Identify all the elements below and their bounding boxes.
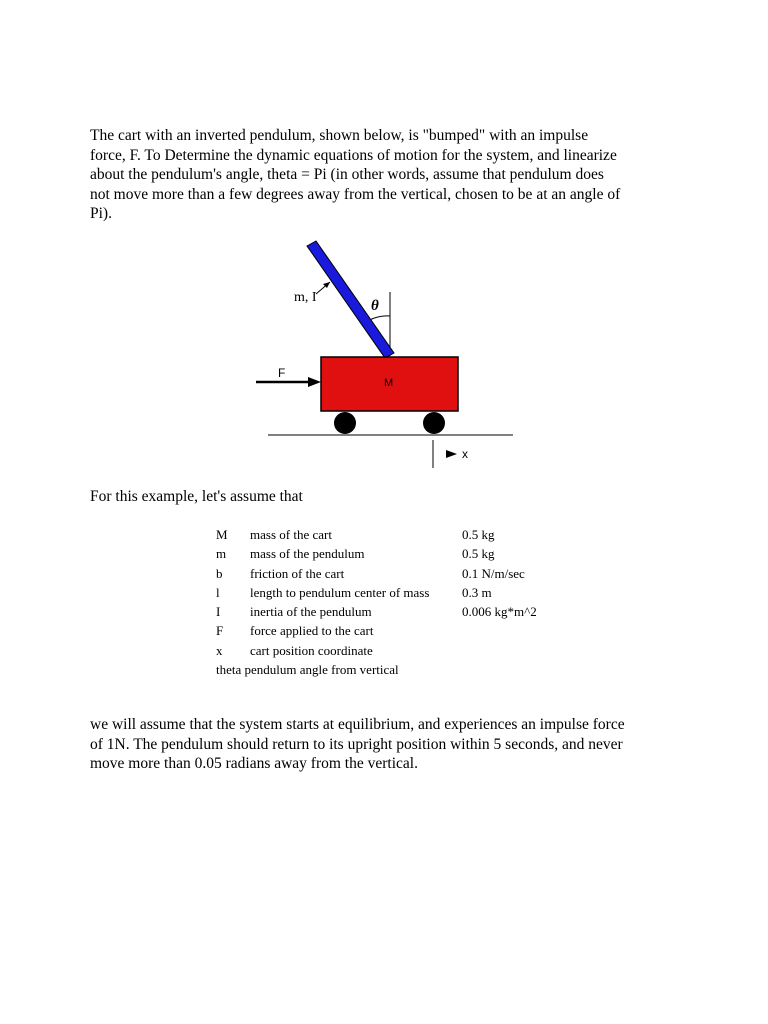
parameter-symbol: I bbox=[216, 604, 221, 620]
parameter-value: 0.006 kg*m^2 bbox=[462, 604, 537, 620]
parameter-symbol: F bbox=[216, 623, 224, 639]
parameter-description: friction of the cart bbox=[250, 565, 345, 581]
assume-paragraph bbox=[90, 487, 690, 507]
parameter-value bbox=[462, 621, 537, 640]
parameter-symbol: M bbox=[216, 527, 228, 542]
force-label: F bbox=[278, 366, 286, 380]
mass-inertia-label: m, I bbox=[294, 290, 317, 305]
parameter-theta-line: theta pendulum angle from vertical bbox=[216, 662, 399, 678]
wheel-left bbox=[334, 412, 356, 434]
closing-line: of 1N. The pendulum should return to its upright position within 5 seconds, and never bbox=[90, 735, 623, 753]
parameter-row bbox=[216, 564, 537, 583]
parameter-table bbox=[216, 525, 537, 679]
parameter-row bbox=[216, 621, 537, 640]
intro-line: about the pendulum's angle, theta = Pi (in other words, assume that pendulum does bbox=[90, 166, 604, 184]
x-arrowhead bbox=[446, 450, 457, 458]
parameter-description: mass of the pendulum bbox=[250, 546, 365, 562]
intro-line: not move more than a few degrees away from the vertical, chosen to be at an angle of bbox=[90, 185, 621, 203]
closing-line: move more than 0.05 radians away from the vertical. bbox=[90, 755, 418, 773]
x-label: x bbox=[462, 447, 468, 461]
parameter-description: mass of the cart bbox=[250, 527, 332, 542]
parameter-row bbox=[216, 602, 537, 621]
cart-mass-label: M bbox=[384, 377, 394, 389]
parameter-row bbox=[216, 641, 537, 660]
parameter-description: length to pendulum center of mass bbox=[250, 584, 430, 600]
parameter-value: 0.5 kg bbox=[462, 546, 495, 562]
parameter-symbol: b bbox=[216, 565, 223, 581]
parameter-row bbox=[216, 525, 537, 544]
closing-paragraph bbox=[90, 715, 690, 774]
parameter-description: inertia of the pendulum bbox=[250, 604, 372, 620]
parameter-row bbox=[216, 583, 537, 602]
parameter-description: cart position coordinate bbox=[250, 642, 373, 658]
force-arrowhead bbox=[308, 377, 321, 387]
assume-text: For this example, let's assume that bbox=[90, 488, 303, 505]
intro-line: force, F. To Determine the dynamic equations of motion for the system, and linearize bbox=[90, 146, 617, 164]
pendulum bbox=[307, 241, 394, 358]
parameter-symbol: x bbox=[216, 642, 223, 658]
parameter-row bbox=[216, 544, 537, 563]
theta-label: θ bbox=[371, 298, 379, 314]
parameter-symbol: m bbox=[216, 546, 227, 562]
parameter-value: 0.3 m bbox=[462, 584, 492, 600]
pendulum-rod bbox=[307, 241, 394, 358]
parameter-value: 0.5 kg bbox=[462, 527, 495, 542]
parameter-description: force applied to the cart bbox=[250, 623, 374, 639]
cart-pendulum-diagram bbox=[250, 236, 530, 476]
intro-line: Pi). bbox=[90, 205, 112, 223]
parameter-symbol: l bbox=[216, 584, 220, 600]
intro-paragraph bbox=[90, 126, 690, 224]
parameter-row bbox=[216, 660, 537, 679]
parameter-value: 0.1 N/m/sec bbox=[462, 565, 525, 581]
wheel-right bbox=[423, 412, 445, 434]
parameter-value bbox=[462, 641, 537, 660]
closing-line: we will assume that the system starts at equilibrium, and experiences an impulse force bbox=[90, 716, 625, 733]
intro-line: The cart with an inverted pendulum, shown below, is "bumped" with an impulse bbox=[90, 127, 589, 144]
